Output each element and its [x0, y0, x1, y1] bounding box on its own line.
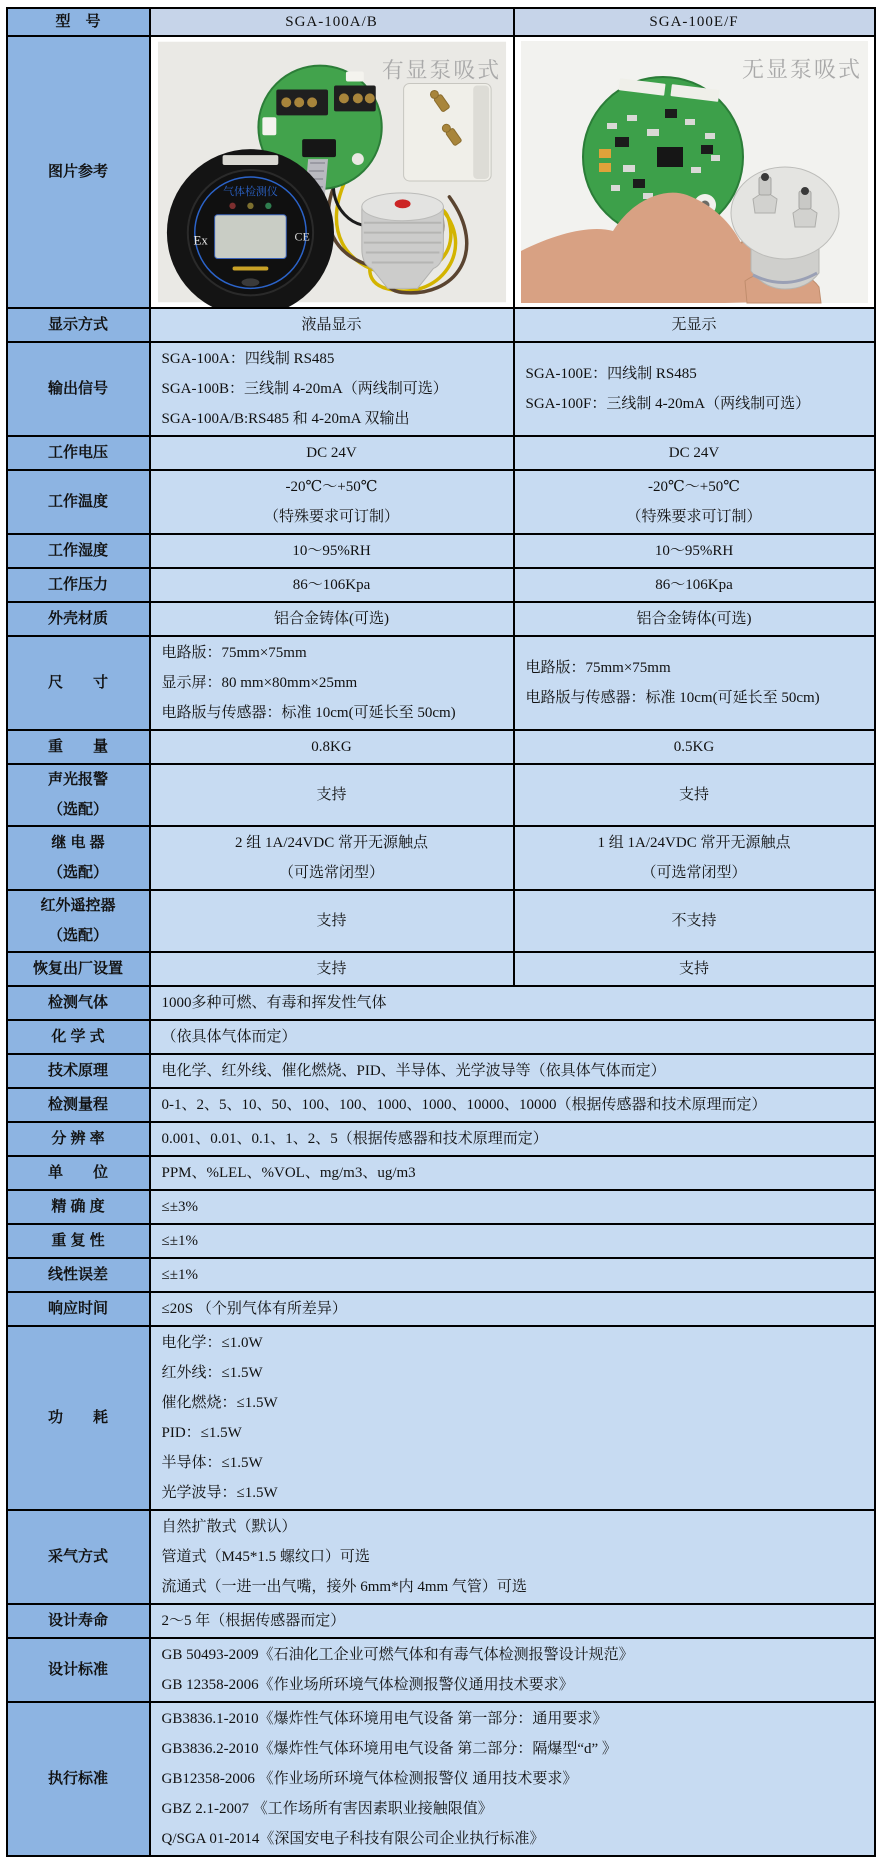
spec-value-cell — [151, 1605, 874, 1637]
spec-value-cell — [515, 535, 874, 567]
spec-line: 响应时间 — [47, 1300, 108, 1317]
spec-line: 86～106Kpa — [655, 577, 733, 593]
spec-line: （可选常闭型） — [278, 865, 384, 881]
spec-value-cell — [515, 471, 874, 533]
spec-line: 单 位 — [47, 1164, 108, 1181]
spec-line: ≤±1% — [161, 1267, 198, 1283]
spec-value-cell — [515, 827, 874, 889]
spec-line: 继 电 器 — [51, 834, 105, 851]
row-body — [151, 603, 874, 635]
spec-line: 光学波导：≤1.5W — [161, 1485, 278, 1501]
row-label — [8, 1123, 151, 1155]
row-label — [8, 1293, 151, 1325]
row-label — [8, 827, 151, 889]
spec-rows-container — [8, 307, 874, 1855]
header-model-label — [8, 9, 151, 35]
spec-line: 支持 — [316, 913, 347, 929]
row-label — [8, 569, 151, 601]
spec-value-cell — [151, 827, 515, 889]
row-body — [151, 1225, 874, 1257]
spec-line: SGA-100B：三线制 4-20mA（两线制可选） — [161, 381, 448, 397]
image-row — [8, 35, 874, 307]
spec-line: （可选常闭型） — [641, 865, 747, 881]
spec-line: 工作温度 — [47, 493, 108, 510]
spec-line: 自然扩散式（默认） — [161, 1519, 297, 1535]
spec-value-cell — [151, 1157, 874, 1189]
row-body — [151, 1055, 874, 1087]
header-model-label-text: 型 号 — [55, 13, 101, 30]
spec-line: 分 辨 率 — [51, 1130, 105, 1147]
row-body — [151, 569, 874, 601]
image-row-label — [8, 37, 151, 307]
row-label — [8, 471, 151, 533]
row-label — [8, 637, 151, 729]
spec-line: 技术原理 — [47, 1062, 108, 1079]
row-body — [151, 765, 874, 825]
row-label — [8, 343, 151, 435]
spec-value-cell — [151, 1089, 874, 1121]
spec-row — [8, 341, 874, 435]
row-body — [151, 987, 874, 1019]
spec-line: （选配） — [47, 927, 108, 944]
spec-line: 2～5 年（根据传感器而定） — [161, 1613, 346, 1629]
spec-value-cell — [151, 437, 515, 469]
spec-line: 电化学：≤1.0W — [161, 1335, 263, 1351]
spec-row — [8, 985, 874, 1019]
spec-value-cell — [151, 1055, 874, 1087]
spec-value-cell — [151, 987, 874, 1019]
spec-line: 电路版与传感器：标准 10cm(可延长至 50cm) — [161, 705, 456, 721]
spec-line: 支持 — [678, 787, 709, 803]
row-label — [8, 1327, 151, 1509]
spec-line: 半导体：≤1.5W — [161, 1455, 263, 1471]
spec-row — [8, 1019, 874, 1053]
row-body — [151, 535, 874, 567]
spec-row — [8, 567, 874, 601]
spec-line: 显示屏：80 mm×80mm×25mm — [161, 675, 358, 691]
spec-line: 设计寿命 — [47, 1612, 108, 1629]
spec-line: ≤20S （个别气体有所差异） — [161, 1301, 347, 1317]
spec-line: PID：≤1.5W — [161, 1425, 242, 1441]
spec-line: 检测量程 — [47, 1096, 108, 1113]
spec-line: 功 耗 — [47, 1409, 108, 1426]
gauge-title-text: 气体检测仪 — [222, 185, 278, 198]
spec-row — [8, 533, 874, 567]
spec-line: 0-1、2、5、10、50、100、100、1000、1000、10000、10000（根据传感器和技术原理而定） — [161, 1097, 767, 1113]
spec-line: 电路版：75mm×75mm — [161, 645, 307, 661]
spec-value-cell — [515, 731, 874, 763]
spec-row — [8, 435, 874, 469]
spec-line: 工作电压 — [47, 444, 108, 461]
watermark-pumped-no-display: 无显泵吸式 — [741, 57, 862, 82]
row-body — [151, 1511, 874, 1603]
spec-value-cell — [151, 343, 515, 435]
row-label — [8, 1055, 151, 1087]
spec-line: 铝合金铸体(可选) — [636, 611, 752, 627]
row-label — [8, 1191, 151, 1223]
spec-row — [8, 1509, 874, 1603]
spec-line: 支持 — [316, 787, 347, 803]
row-body — [151, 1703, 874, 1855]
spec-value-cell — [515, 309, 874, 341]
product-photo-b — [515, 37, 874, 307]
spec-row — [8, 1637, 874, 1701]
gauge-ce-mark: CE — [294, 229, 310, 244]
row-label — [8, 603, 151, 635]
row-label — [8, 1511, 151, 1603]
spec-line: 采气方式 — [47, 1548, 108, 1565]
spec-value-cell — [151, 1511, 874, 1603]
row-label — [8, 1157, 151, 1189]
spec-row — [8, 889, 874, 951]
spec-line: Q/SGA 01-2014《深国安电子科技有限公司企业执行标准》 — [161, 1831, 545, 1847]
spec-value-cell — [151, 765, 515, 825]
spec-value-cell — [151, 535, 515, 567]
spec-line: 电路版与传感器：标准 10cm(可延长至 50cm) — [525, 690, 820, 706]
header-model-b-text: SGA-100E/F — [649, 14, 739, 30]
spec-line: GB3836.1-2010《爆炸性气体环境用电气设备 第一部分：通用要求》 — [161, 1711, 608, 1727]
row-body — [151, 437, 874, 469]
row-label — [8, 535, 151, 567]
spec-line: GB 12358-2006《作业场所环境气体检测报警仪通用技术要求》 — [161, 1677, 574, 1693]
spec-line: 0.5KG — [673, 739, 715, 755]
row-body — [151, 891, 874, 951]
row-label — [8, 1225, 151, 1257]
row-body — [151, 1259, 874, 1291]
spec-line: （特殊要求可订制） — [626, 509, 762, 525]
spec-value-cell — [515, 765, 874, 825]
row-body — [151, 1089, 874, 1121]
spec-line: （依具体气体而定） — [161, 1029, 297, 1045]
row-body — [151, 1327, 874, 1509]
spec-line: -20℃～+50℃ — [285, 479, 378, 495]
spec-value-cell — [515, 603, 874, 635]
spec-row — [8, 1189, 874, 1223]
spec-line: 1000多种可燃、有毒和挥发性气体 — [161, 995, 387, 1011]
spec-line: 外壳材质 — [47, 610, 108, 627]
spec-line: 2 组 1A/24VDC 常开无源触点 — [235, 835, 428, 851]
row-label — [8, 1703, 151, 1855]
spec-line: SGA-100A/B:RS485 和 4-20mA 双输出 — [161, 411, 410, 427]
spec-line: SGA-100E：四线制 RS485 — [525, 366, 697, 382]
row-body — [151, 309, 874, 341]
spec-row — [8, 469, 874, 533]
row-label — [8, 1259, 151, 1291]
spec-line: 10～95%RH — [654, 543, 734, 559]
spec-line: 0.001、0.01、0.1、1、2、5（根据传感器和技术原理而定） — [161, 1131, 548, 1147]
row-label — [8, 437, 151, 469]
spec-row — [8, 729, 874, 763]
spec-line: 支持 — [316, 961, 347, 977]
spec-line: 0.8KG — [311, 739, 352, 755]
spec-line: 执行标准 — [47, 1770, 108, 1787]
spec-value-cell — [515, 437, 874, 469]
spec-line: DC 24V — [668, 445, 720, 461]
spec-line: 铝合金铸体(可选) — [274, 611, 389, 627]
spec-line: SGA-100F：三线制 4-20mA（两线制可选） — [525, 396, 811, 412]
spec-row — [8, 763, 874, 825]
row-label — [8, 1605, 151, 1637]
spec-row — [8, 1223, 874, 1257]
spec-line: 设计标准 — [47, 1661, 108, 1678]
spec-line: DC 24V — [306, 445, 357, 461]
spec-table — [6, 7, 876, 1857]
spec-value-cell — [151, 1123, 874, 1155]
row-body — [151, 1293, 874, 1325]
spec-row — [8, 1053, 874, 1087]
row-label — [8, 1639, 151, 1701]
spec-value-cell — [151, 471, 515, 533]
spec-row — [8, 951, 874, 985]
spec-line: 恢复出厂设置 — [32, 960, 123, 977]
spec-line: 线性误差 — [47, 1266, 108, 1283]
pump-canister-icon — [403, 83, 491, 180]
spec-line: 电化学、红外线、催化燃烧、PID、半导体、光学波导等（依具体气体而定） — [161, 1063, 666, 1079]
row-label — [8, 765, 151, 825]
spec-value-cell — [151, 309, 515, 341]
spec-line: GBZ 2.1-2007 《工作场所有害因素职业接触限值》 — [161, 1801, 493, 1817]
row-label — [8, 731, 151, 763]
spec-line: 工作湿度 — [47, 542, 108, 559]
row-body — [151, 471, 874, 533]
spec-value-cell — [151, 1639, 874, 1701]
spec-row — [8, 1257, 874, 1291]
spec-line: （选配） — [47, 864, 108, 881]
spec-row — [8, 1701, 874, 1855]
watermark-pumped-with-display: 有显泵吸式 — [381, 57, 501, 83]
header-row — [8, 9, 874, 35]
product-photo-b-illustration — [515, 37, 874, 307]
spec-value-cell — [151, 1259, 874, 1291]
spec-value-cell — [151, 1703, 874, 1855]
spec-row — [8, 825, 874, 889]
spec-line: 尺 寸 — [47, 674, 108, 691]
spec-value-cell — [151, 891, 515, 951]
spec-value-cell — [151, 1191, 874, 1223]
row-label — [8, 1021, 151, 1053]
spec-row — [8, 635, 874, 729]
spec-value-cell — [515, 953, 874, 985]
row-body — [151, 1021, 874, 1053]
spec-line: 无显示 — [671, 317, 717, 333]
row-body — [151, 1605, 874, 1637]
spec-line: GB3836.2-2010《爆炸性气体环境用电气设备 第二部分：隔爆型“d” 》 — [161, 1741, 617, 1757]
spec-line: 液晶显示 — [301, 317, 362, 333]
product-photo-a — [151, 37, 515, 307]
spec-line: ≤±3% — [161, 1199, 198, 1215]
spec-row — [8, 601, 874, 635]
spec-line: 10～95%RH — [292, 543, 371, 559]
spec-line: 管道式（M45*1.5 螺纹口）可选 — [161, 1549, 370, 1565]
row-label — [8, 987, 151, 1019]
row-body — [151, 1157, 874, 1189]
spec-line: 检测气体 — [47, 994, 108, 1011]
row-body — [151, 731, 874, 763]
spec-line: PPM、%LEL、%VOL、mg/m3、ug/m3 — [161, 1165, 416, 1181]
spec-line: 重 复 性 — [51, 1232, 105, 1249]
spec-line: 化 学 式 — [51, 1028, 105, 1045]
row-body — [151, 953, 874, 985]
row-body — [151, 827, 874, 889]
spec-line: 支持 — [678, 961, 709, 977]
spec-line: GB12358-2006 《作业场所环境气体检测报警仪 通用技术要求》 — [161, 1771, 578, 1787]
row-body — [151, 343, 874, 435]
spec-line: 红外遥控器 — [40, 897, 116, 914]
row-label — [8, 1089, 151, 1121]
spec-line: GB 50493-2009《石油化工企业可燃气体和有毒气体检测报警设计规范》 — [161, 1647, 634, 1663]
image-row-label-text: 图片参考 — [47, 163, 108, 180]
spec-value-cell — [151, 731, 515, 763]
spec-value-cell — [151, 953, 515, 985]
spec-value-cell — [151, 1293, 874, 1325]
row-label — [8, 309, 151, 341]
spec-value-cell — [151, 603, 515, 635]
spec-value-cell — [515, 569, 874, 601]
spec-row — [8, 307, 874, 341]
spec-line: （特殊要求可订制） — [263, 509, 399, 525]
spec-row — [8, 1325, 874, 1509]
spec-line: 显示方式 — [47, 316, 108, 333]
spec-line: 不支持 — [671, 913, 717, 929]
spec-line: 输出信号 — [47, 380, 108, 397]
header-model-b — [515, 9, 874, 35]
spec-line: 重 量 — [47, 738, 108, 755]
spec-line: 86～106Kpa — [292, 577, 371, 593]
row-body — [151, 1123, 874, 1155]
spec-value-cell — [151, 1327, 874, 1509]
header-model-a-text: SGA-100A/B — [285, 14, 378, 30]
row-body — [151, 637, 874, 729]
spec-line: 催化燃烧：≤1.5W — [161, 1395, 278, 1411]
row-label — [8, 891, 151, 951]
spec-line: 红外线：≤1.5W — [161, 1365, 263, 1381]
spec-value-cell — [515, 637, 874, 729]
spec-line: 流通式（一进一出气嘴，接外 6mm*内 4mm 气管）可选 — [161, 1579, 527, 1595]
gauge-ex-mark: Ex — [193, 232, 208, 248]
spec-line: -20℃～+50℃ — [647, 479, 740, 495]
product-photo-a-illustration — [151, 37, 513, 307]
spec-row — [8, 1155, 874, 1189]
spec-value-cell — [151, 569, 515, 601]
spec-value-cell — [515, 343, 874, 435]
spec-value-cell — [151, 1021, 874, 1053]
header-model-a — [151, 9, 515, 35]
spec-value-cell — [151, 1225, 874, 1257]
spec-value-cell — [151, 637, 515, 729]
spec-row — [8, 1291, 874, 1325]
spec-line: 1 组 1A/24VDC 常开无源触点 — [597, 835, 791, 851]
spec-line: 声光报警 — [47, 771, 108, 788]
spec-line: ≤±1% — [161, 1233, 198, 1249]
row-body — [151, 1191, 874, 1223]
row-body — [151, 1639, 874, 1701]
spec-line: （选配） — [47, 801, 108, 818]
spec-row — [8, 1121, 874, 1155]
spec-line: SGA-100A：四线制 RS485 — [161, 351, 335, 367]
spec-row — [8, 1603, 874, 1637]
spec-row — [8, 1087, 874, 1121]
spec-line: 工作压力 — [47, 576, 108, 593]
spec-value-cell — [515, 891, 874, 951]
row-label — [8, 953, 151, 985]
spec-line: 电路版：75mm×75mm — [525, 660, 671, 676]
spec-line: 精 确 度 — [51, 1198, 105, 1215]
